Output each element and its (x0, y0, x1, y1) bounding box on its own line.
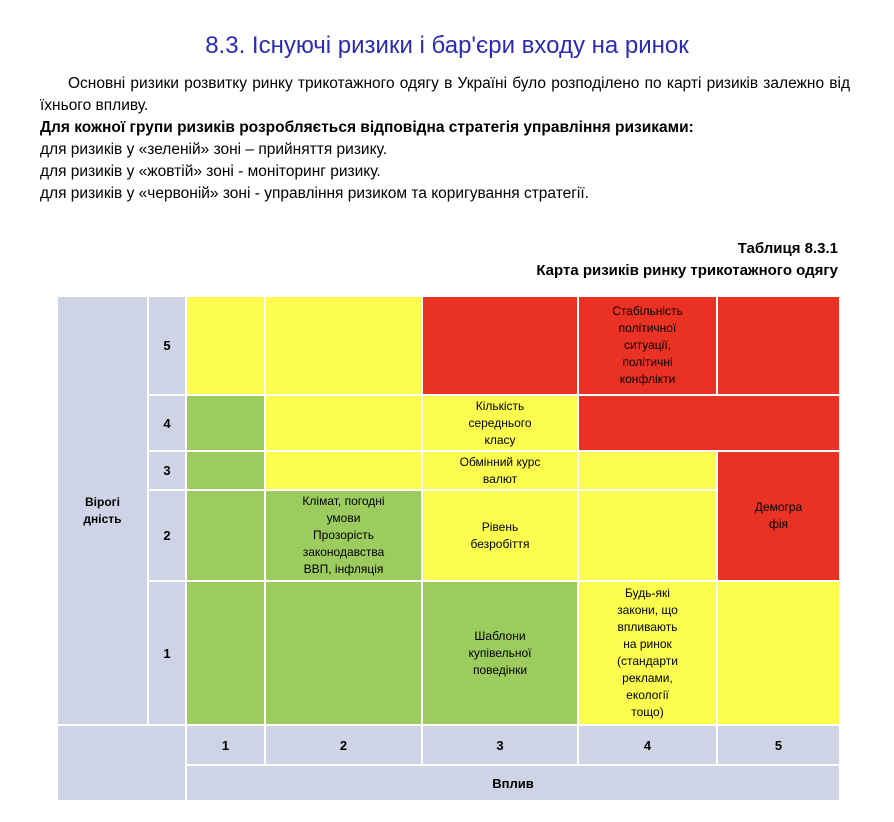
row-label-2: 2 (148, 490, 186, 581)
risk-laws: Будь-які закони, що впливають на ринок (стандарти реклами, екології тощо) (578, 581, 717, 725)
col-label-4: 4 (578, 725, 717, 765)
cell-r3-c4 (578, 451, 717, 490)
cell-r5-c2 (265, 296, 422, 395)
cell-r1-c5 (717, 581, 840, 725)
col-label-5: 5 (717, 725, 840, 765)
col-label-2: 2 (265, 725, 422, 765)
risk-political: Стабільність політичної ситуації, політичні конфлікти (578, 296, 717, 395)
strategy-green: для ризиків у «зеленій» зоні – прийняття ризику. (40, 141, 388, 158)
col-label-1: 1 (186, 725, 265, 765)
cell-r2-c1 (186, 490, 265, 581)
risk-demography: Демогра фія (717, 451, 840, 581)
table-caption: Карта ризиків ринку трикотажного одягу (536, 262, 838, 279)
page-title: 8.3. Існуючі ризики і бар'єри входу на ринок (205, 32, 689, 59)
risk-exchange-rate: Обмінний курс валют (422, 451, 578, 490)
cell-r1-c2 (265, 581, 422, 725)
cell-r5-c5 (717, 296, 840, 395)
strategy-red: для ризиків у «червоній» зоні - управління ризиком та коригування стратегії. (40, 185, 589, 202)
risk-behaviour: Шаблони купівельної поведінки (422, 581, 578, 725)
cell-r5-c1 (186, 296, 265, 395)
table-number: Таблиця 8.3.1 (737, 240, 838, 257)
row-label-1: 1 (148, 581, 186, 725)
row-label-3: 3 (148, 451, 186, 490)
risk-unemployment: Рівень безробіття (422, 490, 578, 581)
row-label-4: 4 (148, 395, 186, 451)
cell-r3-c1 (186, 451, 265, 490)
risk-middle-class: Кількість середнього класу (422, 395, 578, 451)
cell-r2-c4 (578, 490, 717, 581)
strategy-heading: Для кожної групи ризиків розробляється відповідна стратегія управління ризиками: (40, 119, 694, 136)
cell-r4-c2 (265, 395, 422, 451)
axis-corner (57, 725, 186, 801)
intro-paragraph: Основні ризики розвитку ринку трикотажного одягу в Україні було розподілено по карті ризиків залежно від їхнього впливу. (40, 75, 850, 114)
cell-r3-c2 (265, 451, 422, 490)
row-label-5: 5 (148, 296, 186, 395)
cell-r5-c3 (422, 296, 578, 395)
x-axis-label: Вплив (186, 765, 840, 801)
cell-r1-c1 (186, 581, 265, 725)
cell-r4-c1 (186, 395, 265, 451)
cell-r4-c4-5 (578, 395, 840, 451)
risk-climate: Клімат, погодні умови Прозорість законодавства ВВП, інфляція (265, 490, 422, 581)
y-axis-label: Вірогі дність (57, 296, 148, 725)
strategy-yellow: для ризиків у «жовтій» зоні - моніторинг ризику. (40, 163, 381, 180)
col-label-3: 3 (422, 725, 578, 765)
